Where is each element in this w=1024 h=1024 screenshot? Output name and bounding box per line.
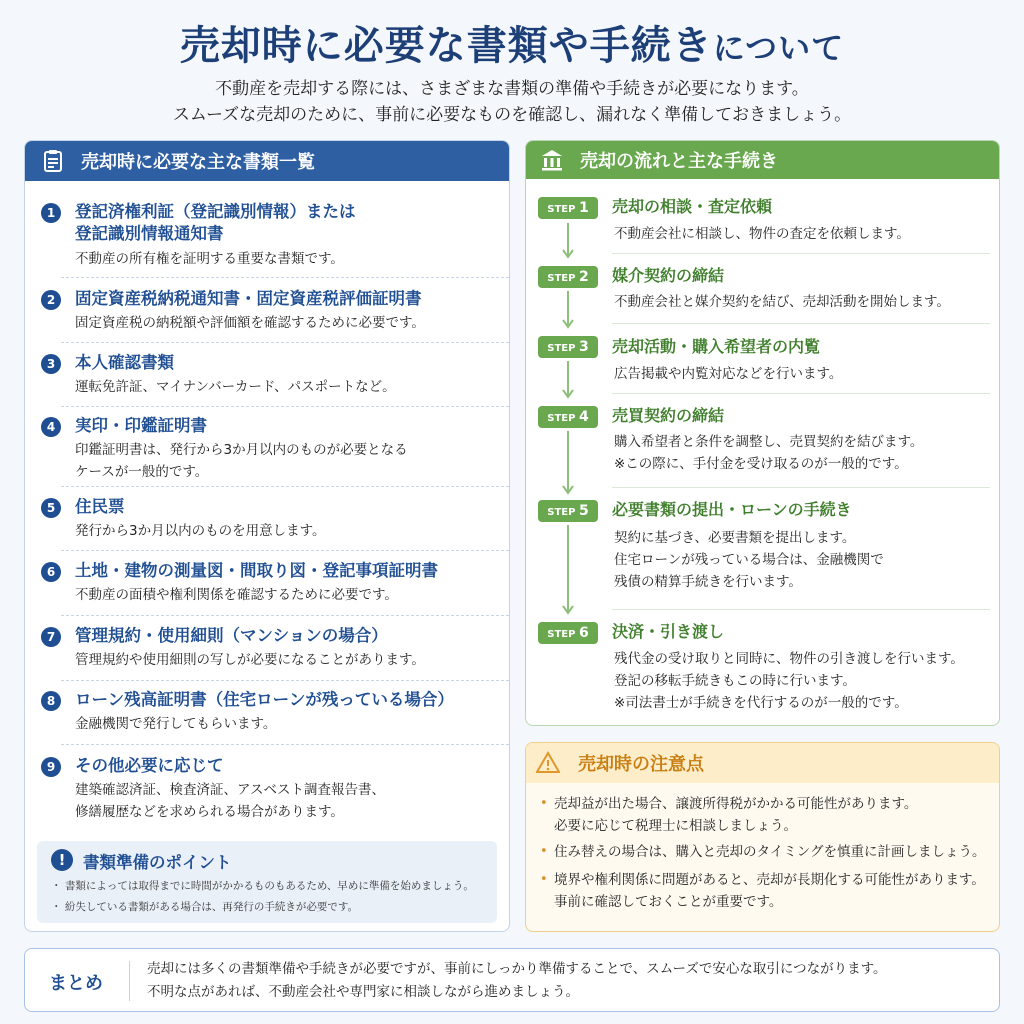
step-description	[614, 648, 994, 714]
divider	[612, 609, 990, 610]
caution-panel	[525, 742, 1000, 932]
item-title: 固定資産税納税通知書・固定資産税評価証明書	[75, 289, 422, 308]
step-description	[614, 527, 994, 593]
item-description-line: 印鑑証明書は、発行から3か月以内のものが必要となる	[75, 442, 408, 458]
item-description	[75, 779, 510, 823]
step-word: STEP	[547, 507, 576, 518]
page-title-suffix: について	[712, 29, 845, 67]
flow-panel	[525, 140, 1000, 726]
step-badge	[538, 336, 598, 358]
item-title: 実印・印鑑証明書	[75, 416, 207, 435]
step-number: 1	[578, 200, 589, 216]
step-title: 必要書類の提出・ローンの手続き	[612, 500, 852, 519]
item-title: ローン残高証明書（住宅ローンが残っている場合）	[75, 690, 454, 709]
caution-item	[540, 869, 994, 913]
documents-header-label: 売却時に必要な主な書類一覧	[81, 152, 315, 173]
item-number: 6	[41, 562, 61, 582]
step-description-line: 登記の移転手続きもこの時に行います。	[614, 673, 856, 689]
down-arrow-icon	[562, 291, 574, 331]
step-number: 4	[578, 409, 589, 425]
step-number: 5	[578, 503, 589, 519]
item-description: 管理規約や使用細則の写しが必要になることがあります。	[75, 652, 425, 668]
caution-line: 必要に応じて税理士に相談しましょう。	[554, 818, 797, 834]
bullet-icon: •	[540, 844, 548, 859]
caution-line: 住み替えの場合は、購入と売却のタイミングを慎重に計画しましょう。	[554, 844, 986, 860]
item-description: 不動産の所有権を証明する重要な書類です。	[75, 251, 344, 267]
intro-line: スムーズな売却のために、事前に必要なものを確認し、漏れなく準備しておきましょう。	[172, 105, 852, 125]
caution-item	[540, 793, 994, 837]
step-badge	[538, 406, 598, 428]
item-title: 管理規約・使用細則（マンションの場合）	[75, 626, 388, 645]
step-description: 不動産会社に相談し、物件の査定を依頼します。	[614, 226, 910, 242]
flow-header	[526, 141, 999, 179]
caution-header-label: 売却時の注意点	[578, 754, 704, 775]
item-number: 1	[41, 203, 61, 223]
divider	[612, 253, 990, 254]
step-description-line: 契約に基づき、必要書類を提出します。	[614, 530, 856, 546]
preparation-points-box	[37, 841, 497, 923]
item-number: 3	[41, 354, 61, 374]
divider	[61, 680, 510, 681]
divider	[612, 487, 990, 488]
step-description: 不動産会社と媒介契約を結び、売却活動を開始します。	[614, 294, 950, 310]
step-word: STEP	[547, 413, 576, 424]
step-number: 6	[578, 625, 589, 641]
bullet-icon: •	[540, 796, 548, 811]
divider	[61, 550, 510, 551]
preparation-point: ・ 書類によっては取得までに時間がかかるものもあるため、早めに準備を始めましょう。	[51, 880, 474, 892]
item-number: 5	[41, 498, 61, 518]
step-title: 売買契約の締結	[612, 406, 725, 425]
summary-line: 不明な点があれば、不動産会社や専門家に相談しながら進めましょう。	[147, 984, 579, 1000]
step-word: STEP	[547, 204, 576, 215]
flow-header-label: 売却の流れと主な手続き	[580, 151, 778, 172]
page-title-main: 売却時に必要な書類や手続き	[179, 23, 713, 69]
step-title: 売却の相談・査定依頼	[612, 197, 773, 216]
divider	[61, 406, 510, 407]
step-badge	[538, 266, 598, 288]
divider	[61, 277, 510, 278]
step-description	[614, 431, 994, 475]
step-description-line: 残代金の受け取りと同時に、物件の引き渡しを行います。	[614, 651, 964, 667]
item-description: 運転免許証、マイナンバーカード、パスポートなど。	[75, 379, 396, 395]
warning-icon	[536, 751, 560, 775]
intro-line: 不動産を売却する際には、さまざまな書類の準備や手続きが必要になります。	[215, 79, 809, 99]
step-description-line: 購入希望者と条件を調整し、売買契約を結びます。	[614, 434, 924, 450]
page-title	[0, 14, 1024, 71]
divider	[61, 342, 510, 343]
step-badge	[538, 500, 598, 522]
item-title: その他必要に応じて	[75, 756, 224, 775]
divider	[61, 486, 510, 487]
step-description-line: ※司法書士が手続きを代行するのが一般的です。	[614, 695, 908, 711]
step-badge	[538, 197, 598, 219]
divider	[61, 615, 510, 616]
step-badge	[538, 622, 598, 644]
item-title-line: 登記識別情報通知書	[75, 224, 224, 243]
summary-line: 売却には多くの書類準備や手続きが必要ですが、事前にしっかり準備することで、スムーズで安心な取引につながります。	[147, 961, 887, 977]
documents-header	[25, 141, 509, 181]
item-description-line: 建築確認済証、検査済証、アスベスト調査報告書、	[75, 782, 385, 798]
divider	[129, 961, 130, 1001]
item-description: 固定資産税の納税額や評価額を確認するために必要です。	[75, 315, 425, 331]
item-number: 4	[41, 417, 61, 437]
preparation-points-title: 書類準備のポイント	[83, 853, 232, 872]
caution-line: 事前に確認しておくことが重要です。	[554, 894, 783, 910]
bullet-icon: •	[540, 872, 548, 887]
step-title: 売却活動・購入希望者の内覧	[612, 337, 821, 356]
bank-icon	[540, 148, 564, 172]
clipboard-icon	[41, 149, 65, 173]
item-description-line: ケースが一般的です。	[75, 464, 209, 480]
step-word: STEP	[547, 273, 576, 284]
down-arrow-icon	[562, 431, 574, 497]
summary-label: まとめ	[49, 973, 103, 994]
summary-text	[147, 958, 987, 1004]
step-title: 媒介契約の締結	[612, 266, 725, 285]
divider	[61, 744, 510, 745]
item-title: 住民票	[75, 497, 125, 516]
step-number: 2	[578, 269, 589, 285]
step-description-line: 住宅ローンが残っている場合は、金融機関で	[614, 552, 884, 568]
down-arrow-icon	[562, 223, 574, 261]
item-description	[75, 439, 510, 483]
item-title-line: 登記済権利証（登記識別情報）または	[75, 202, 356, 221]
down-arrow-icon	[562, 525, 574, 617]
item-description: 発行から3か月以内のものを用意します。	[75, 523, 326, 539]
item-description-line: 修繕履歴などを求められる場合があります。	[75, 804, 344, 820]
summary-box	[24, 948, 1000, 1012]
item-number: 8	[41, 691, 61, 711]
item-title: 本人確認書類	[75, 353, 174, 372]
step-description-line: 残債の精算手続きを行います。	[614, 574, 802, 590]
divider	[612, 323, 990, 324]
item-description: 不動産の面積や権利関係を確認するために必要です。	[75, 587, 398, 603]
step-number: 3	[578, 339, 589, 355]
exclamation-icon: !	[51, 849, 73, 871]
step-word: STEP	[547, 343, 576, 354]
step-description: 広告掲載や内覧対応などを行います。	[614, 366, 843, 382]
item-number: 9	[41, 757, 61, 777]
item-number: 2	[41, 290, 61, 310]
preparation-point: ・ 紛失している書類がある場合は、再発行の手続きが必要です。	[51, 901, 358, 913]
caution-header	[526, 743, 999, 783]
item-title	[75, 201, 510, 245]
down-arrow-icon	[562, 361, 574, 401]
intro-text	[0, 76, 1024, 128]
step-description-line: ※この際に、手付金を受け取るのが一般的です。	[614, 456, 908, 472]
documents-panel	[24, 140, 510, 932]
caution-line: 境界や権利関係に問題があると、売却が長期化する可能性があります。	[554, 872, 985, 888]
step-title: 決済・引き渡し	[612, 622, 725, 641]
item-description: 金融機関で発行してもらいます。	[75, 716, 277, 732]
item-number: 7	[41, 627, 61, 647]
divider	[612, 393, 990, 394]
item-title: 土地・建物の測量図・間取り図・登記事項証明書	[75, 561, 438, 580]
step-word: STEP	[547, 629, 576, 640]
caution-line: 売却益が出た場合、譲渡所得税がかかる可能性があります。	[554, 796, 918, 812]
caution-item	[540, 841, 994, 863]
